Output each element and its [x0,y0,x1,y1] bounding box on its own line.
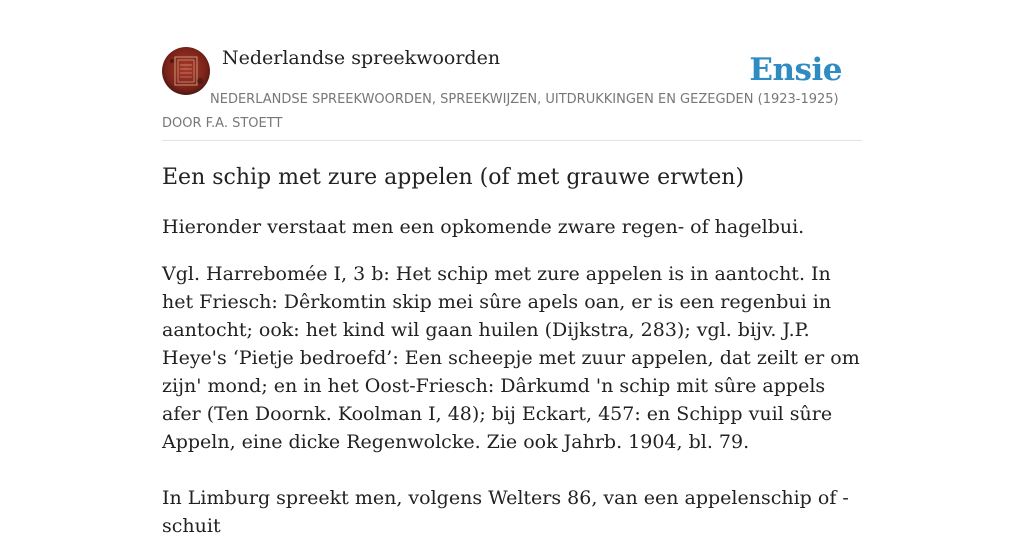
book-cover-icon[interactable] [162,47,210,95]
site-title[interactable]: Nederlandse spreekwoorden [222,47,501,69]
article [162,163,862,540]
article-body: Vgl. Harrebomée I, 3 b: Het schip met zure appelen is in aantocht. In het Friesch: Dêrkomtin skip mei sûre apels oan, er is een regenbui in aantocht; ook: het kind wil gaan huilen (Dijkstra, 283); vgl. bijv. J.P. Heye's ‘Pietje bedroefd’: Een scheepje met zuur appelen, dat zeilt er om zijn' mond; en in het Oost-Friesch: Dârkumd 'n schip mit sûre appels afer (Ten Doornk. Koolman I, 48); bij Eckart, 457: en Schipp vuil sûre Appeln, eine dicke Regenwolcke. Zie ook Jahrb. 1904, bl. 79. In Limburg spreekt men, volgens Welters 86, van een appelenschip of -schuit [162,263,860,537]
author-byline: DOOR F.A. STOETT [162,116,283,131]
book-cover-image [162,47,210,95]
header [162,46,862,141]
brand-logo[interactable]: Ensie [749,52,842,88]
article-lead: Hieronder verstaat men een opkomende zware regen- of hagelbui. [162,216,805,238]
article-title: Een schip met zure appelen (of met grauwe erwten) [162,165,745,190]
book-subtitle: NEDERLANDSE SPREEKWOORDEN, SPREEKWIJZEN, UITDRUKKINGEN EN GEZEGDEN (1923-1925) [210,92,839,107]
